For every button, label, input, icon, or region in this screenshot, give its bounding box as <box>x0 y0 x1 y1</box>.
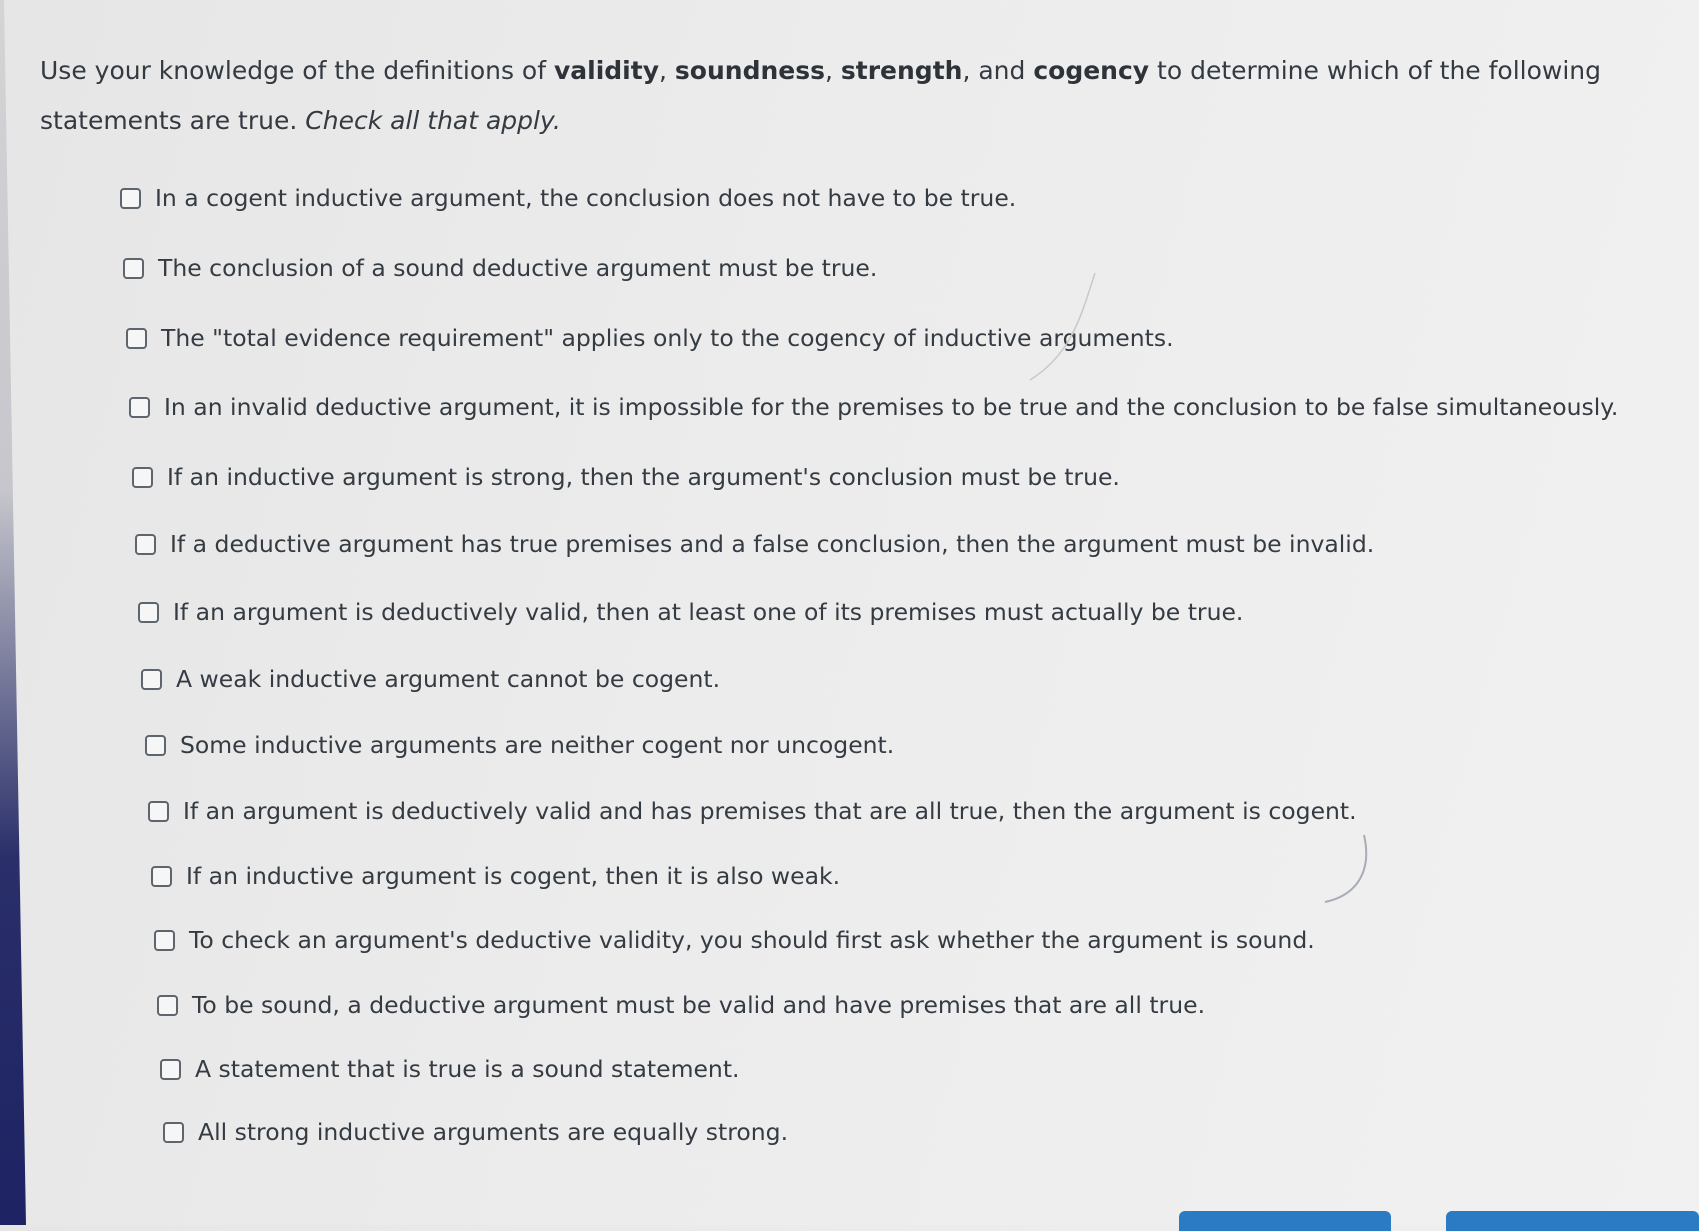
prompt-text: Use your knowledge of the definitions of <box>40 56 554 85</box>
option-label: If a deductive argument has true premises and a false conclusion, then the argument must be invalid. <box>170 530 1375 558</box>
option-label: A statement that is true is a sound statement. <box>195 1055 740 1083</box>
prompt-separator: , <box>824 56 841 85</box>
option-label: Some inductive arguments are neither cogent nor uncogent. <box>180 731 895 759</box>
option-label: All strong inductive arguments are equally strong. <box>198 1118 789 1146</box>
term-soundness: soundness <box>674 56 825 85</box>
option-label: The conclusion of a sound deductive argument must be true. <box>158 254 878 282</box>
option-label: The "total evidence requirement" applies only to the cogency of inductive arguments. <box>161 324 1174 352</box>
option-label: To check an argument's deductive validity, you should first ask whether the argument is sound. <box>189 926 1315 954</box>
option-label: A weak inductive argument cannot be cogent. <box>176 665 721 693</box>
term-validity: validity <box>553 56 660 85</box>
option-label: If an argument is deductively valid, then at least one of its premises must actually be true. <box>173 598 1244 626</box>
option-label: If an argument is deductively valid and has premises that are all true, then the argument is cogent. <box>183 797 1357 825</box>
term-cogency: cogency <box>1033 56 1150 85</box>
option-label: In an invalid deductive argument, it is impossible for the premises to be true and the conclusion to be false simultaneously. <box>164 393 1619 421</box>
prompt-text: to determine which of the following statements are true. <box>40 56 1602 135</box>
option-label: To be sound, a deductive argument must be valid and have premises that are all true. <box>192 991 1206 1019</box>
pen-stroke <box>1030 273 1095 380</box>
prompt-separator: , and <box>962 56 1034 85</box>
action-button[interactable] <box>1179 1211 1391 1231</box>
option-label: If an inductive argument is cogent, then it is also weak. <box>186 862 841 890</box>
option-label: In a cogent inductive argument, the conclusion does not have to be true. <box>155 184 1017 212</box>
option-label: If an inductive argument is strong, then the argument's conclusion must be true. <box>167 463 1120 491</box>
action-button[interactable] <box>1446 1211 1699 1231</box>
pen-stroke <box>1325 835 1366 902</box>
term-strength: strength <box>840 56 963 85</box>
prompt-instruction: Check all that apply. <box>305 106 561 135</box>
prompt-separator: , <box>659 56 675 85</box>
